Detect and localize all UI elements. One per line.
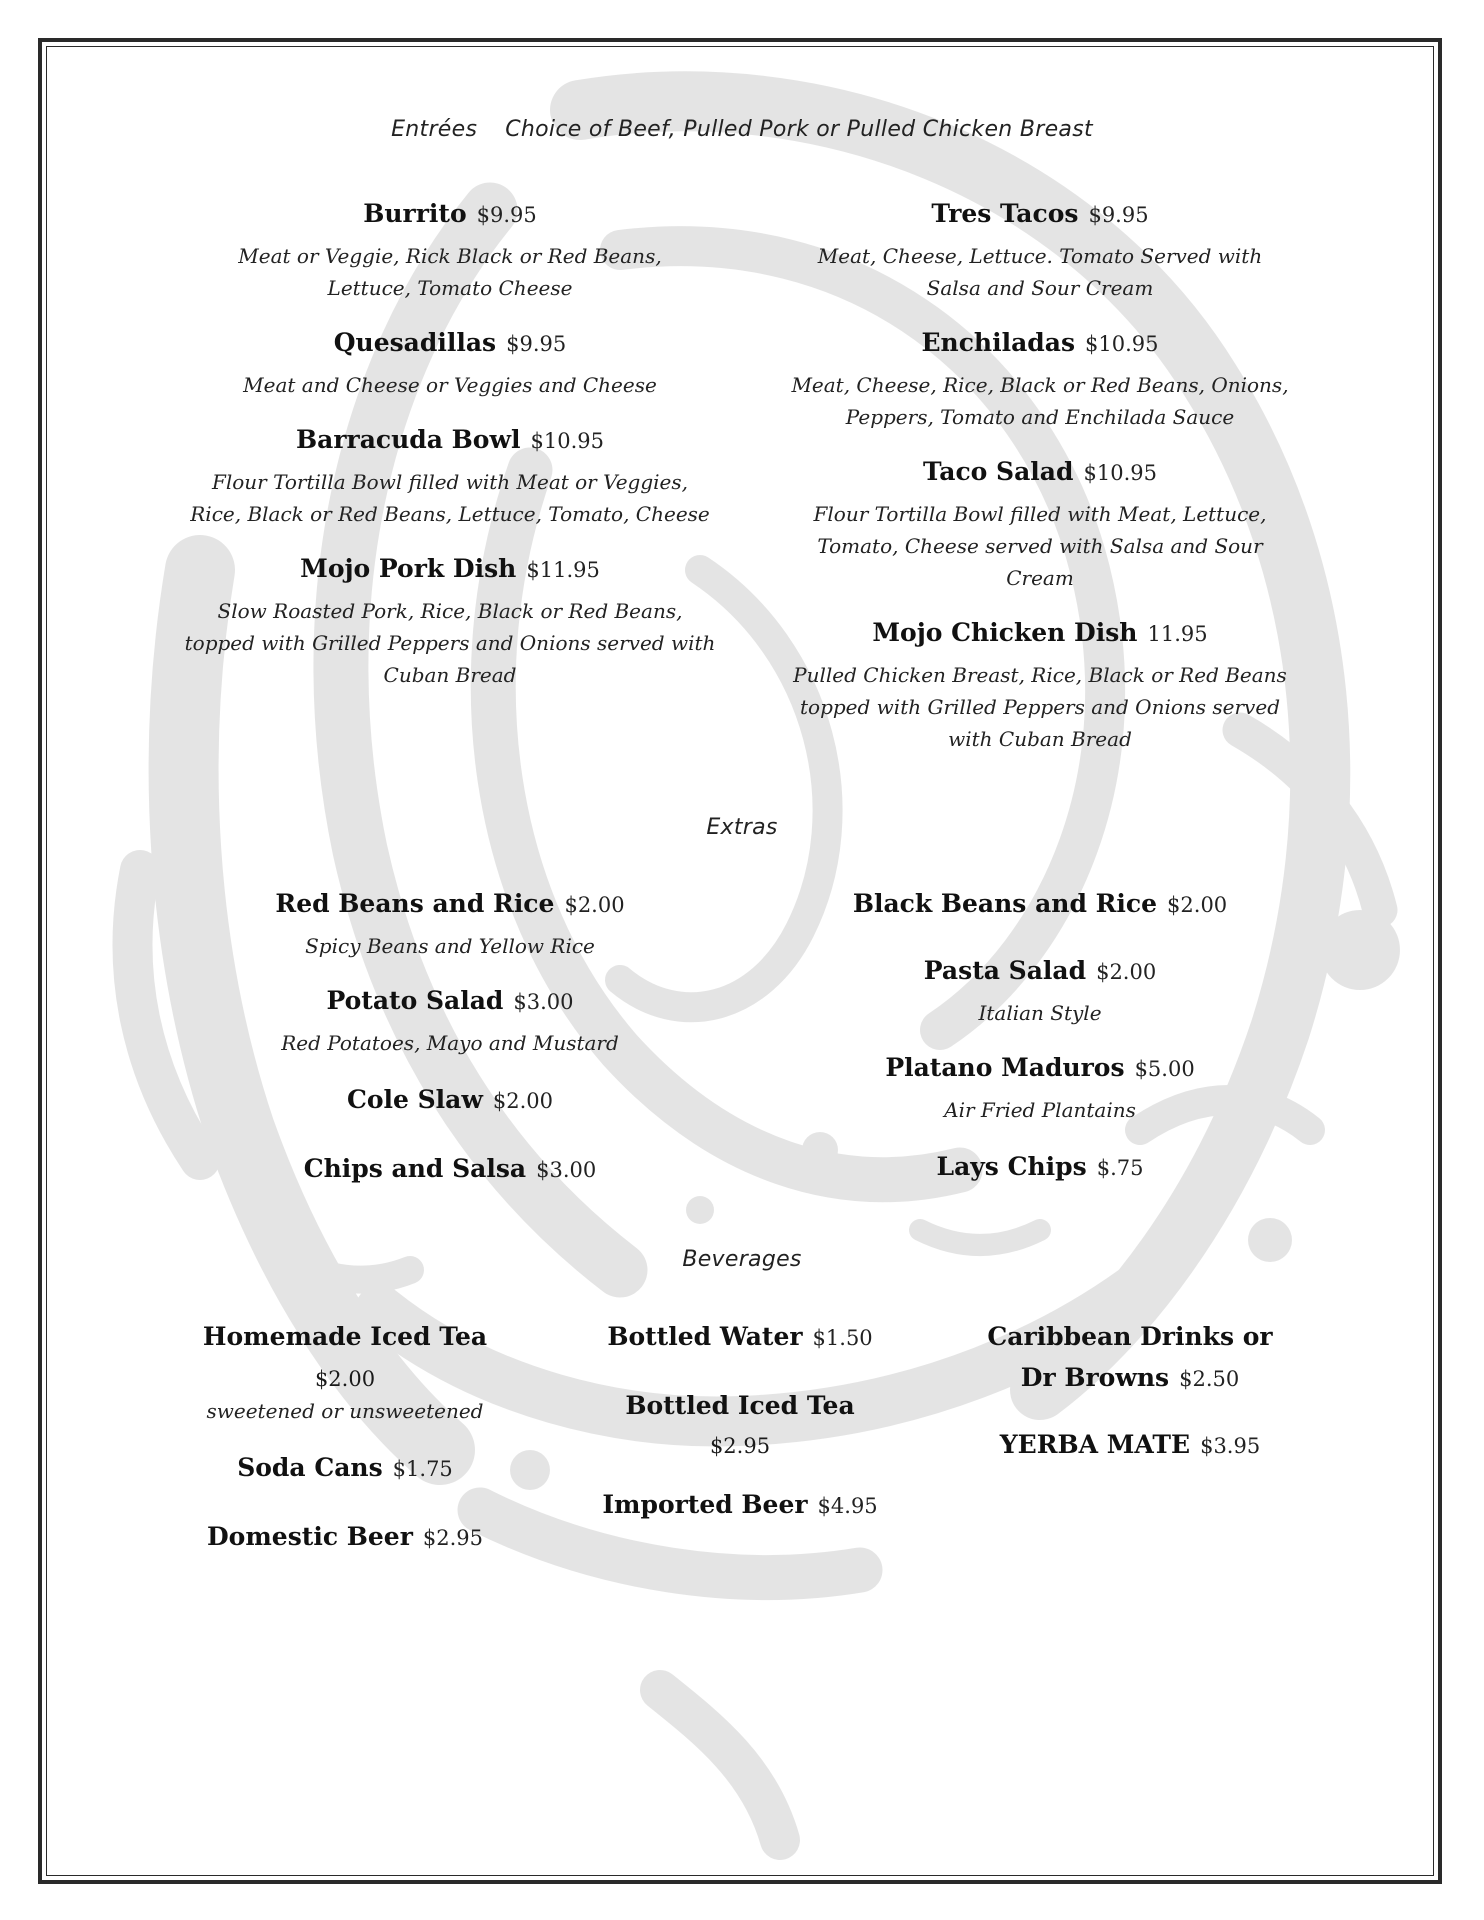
menu-item (780, 885, 1300, 926)
item-name: Burrito (363, 199, 467, 228)
item-description: Meat and Cheese or Veggies and Cheese (243, 373, 657, 397)
item-name: Platano Maduros (885, 1053, 1125, 1082)
menu-item (200, 982, 700, 1059)
item-description: sweetened or unsweetened (206, 1399, 484, 1423)
menu-item (180, 324, 720, 401)
item-name-line2: Dr Browns (1020, 1363, 1170, 1392)
beverages-right-column (960, 1318, 1300, 1467)
item-name: Mojo Pork Dish (300, 554, 517, 583)
item-price: $3.00 (513, 990, 574, 1014)
item-price: $3.95 (1200, 1434, 1261, 1458)
extras-right-column (780, 885, 1300, 1189)
entrees-heading (0, 117, 1484, 142)
beverages-left-column (175, 1318, 515, 1559)
item-price: $10.95 (1083, 461, 1157, 485)
item-name: Cole Slaw (346, 1085, 483, 1114)
item-description: Flour Tortilla Bowl filled with Meat, Lettuce, Tomato, Cheese served with Salsa and Sour Cream (813, 502, 1267, 590)
item-name: Lays Chips (936, 1152, 1087, 1181)
item-name: Imported Beer (602, 1490, 808, 1519)
item-price: $1.75 (392, 1457, 453, 1481)
item-name: Soda Cans (237, 1453, 383, 1482)
item-price: 11.95 (1147, 622, 1208, 646)
item-price: $2.00 (1096, 960, 1157, 984)
extras-left-column (200, 885, 700, 1191)
item-description: Italian Style (978, 1001, 1102, 1025)
menu-item (175, 1518, 515, 1559)
item-price: $9.95 (476, 203, 537, 227)
item-price: $10.95 (1085, 332, 1159, 356)
menu-item (780, 195, 1300, 304)
menu-item (180, 421, 720, 530)
item-price: $2.00 (492, 1089, 554, 1113)
item-name: Tres Tacos (931, 199, 1079, 228)
item-name: Bottled Iced Tea (625, 1391, 855, 1420)
item-price: $2.00 (564, 893, 625, 917)
item-name: Caribbean Drinks or (987, 1322, 1273, 1351)
item-description: Red Potatoes, Mayo and Mustard (281, 1031, 619, 1055)
menu-item (570, 1486, 910, 1527)
item-description: Pulled Chicken Breast, Rice, Black or Red Beans topped with Grilled Peppers and Onions served with Cuban Bread (793, 663, 1287, 751)
item-name: Mojo Chicken Dish (872, 618, 1138, 647)
entrees-left-column (180, 195, 720, 691)
item-description: Flour Tortilla Bowl filled with Meat or Veggies, Rice, Black or Red Beans, Lettuce, Tomato, Cheese (190, 470, 710, 526)
beverages-title: Beverages (682, 1247, 802, 1272)
item-name: Chips and Salsa (303, 1154, 527, 1183)
item-name: Quesadillas (333, 328, 497, 357)
item-price: $2.00 (314, 1367, 376, 1391)
item-name: Taco Salad (923, 457, 1074, 486)
item-price: $3.00 (536, 1158, 597, 1182)
item-price: $9.95 (1088, 203, 1149, 227)
item-description: Slow Roasted Pork, Rice, Black or Red Beans, topped with Grilled Peppers and Onions served with Cuban Bread (184, 599, 716, 687)
item-description: Meat, Cheese, Rice, Black or Red Beans, Onions, Peppers, Tomato and Enchilada Sauce (791, 373, 1289, 429)
item-price: $9.95 (506, 332, 567, 356)
item-price: $2.95 (709, 1434, 771, 1458)
item-name: Potato Salad (326, 986, 504, 1015)
menu-item (175, 1318, 515, 1427)
item-price: $.75 (1096, 1156, 1144, 1180)
entrees-title: Entrées (391, 117, 478, 142)
extras-title: Extras (706, 815, 778, 840)
entrees-subtitle: Choice of Beef, Pulled Pork or Pulled Chicken Breast (505, 117, 1093, 142)
menu-item (780, 952, 1300, 1029)
item-price: $1.50 (812, 1326, 873, 1350)
item-price: $11.95 (526, 558, 600, 582)
item-price: $4.95 (817, 1494, 878, 1518)
item-name: Red Beans and Rice (275, 889, 555, 918)
item-name: YERBA MATE (999, 1430, 1191, 1459)
menu-item (200, 1150, 700, 1191)
item-name: Barracuda Bowl (296, 425, 521, 454)
item-name: Black Beans and Rice (852, 889, 1158, 918)
menu-item (200, 885, 700, 962)
item-price: $2.50 (1179, 1367, 1240, 1391)
menu-item (780, 1049, 1300, 1126)
beverages-heading (0, 1247, 1484, 1272)
menu-item (180, 550, 720, 691)
menu-item (960, 1426, 1300, 1467)
item-name: Homemade Iced Tea (202, 1322, 488, 1351)
menu-item (780, 614, 1300, 755)
item-name: Bottled Water (607, 1322, 803, 1351)
beverages-middle-column (570, 1318, 910, 1527)
item-description: Spicy Beans and Yellow Rice (305, 934, 595, 958)
menu-item (780, 1148, 1300, 1189)
item-description: Meat or Veggie, Rick Black or Red Beans, Lettuce, Tomato Cheese (238, 244, 662, 300)
item-price: $10.95 (530, 429, 604, 453)
item-price: $2.00 (1167, 893, 1228, 917)
item-name: Enchiladas (921, 328, 1076, 357)
menu-item (570, 1387, 910, 1462)
entrees-right-column (780, 195, 1300, 755)
menu-item (200, 1081, 700, 1122)
item-price: $5.00 (1134, 1057, 1195, 1081)
extras-heading (0, 815, 1484, 840)
item-price: $2.95 (422, 1526, 483, 1550)
item-name: Pasta Salad (923, 956, 1087, 985)
menu-item (175, 1449, 515, 1490)
menu-item (960, 1318, 1300, 1400)
menu-item (780, 324, 1300, 433)
item-description: Meat, Cheese, Lettuce. Tomato Served with Salsa and Sour Cream (817, 244, 1263, 300)
item-name: Domestic Beer (207, 1522, 413, 1551)
menu-item (780, 453, 1300, 594)
menu-item (570, 1318, 910, 1359)
menu-item (180, 195, 720, 304)
item-description: Air Fried Plantains (944, 1098, 1136, 1122)
